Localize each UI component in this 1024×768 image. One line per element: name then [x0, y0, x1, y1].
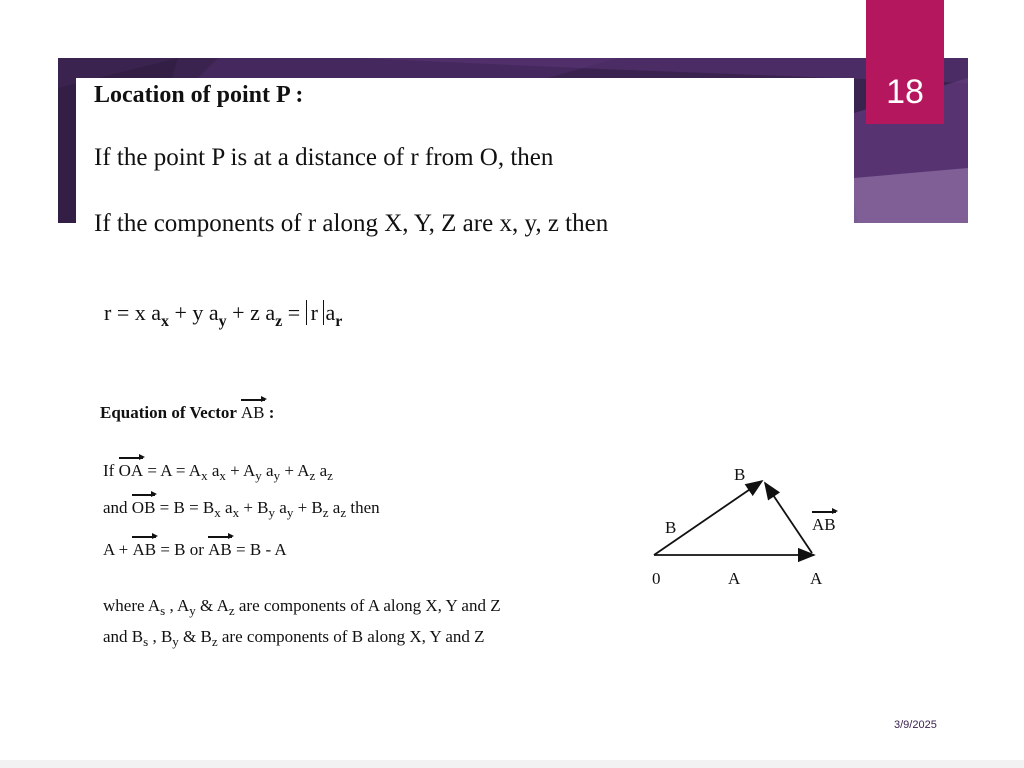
- eq-part: and B: [103, 627, 144, 646]
- slide-number: 18: [886, 73, 924, 111]
- equation-oa: [103, 461, 333, 484]
- vector-ab-arrow: [765, 483, 812, 553]
- eq-part: = B - A: [231, 540, 287, 559]
- eq-part: and: [103, 498, 132, 517]
- eq-part: where A: [103, 596, 161, 615]
- eq-part: a: [325, 300, 336, 325]
- section-title-location: Location of point P :: [94, 82, 304, 108]
- eq-part: , B: [148, 627, 173, 646]
- eq-sub: s: [160, 603, 166, 618]
- eq-part: a: [328, 498, 341, 517]
- eq-part: & B: [178, 627, 212, 646]
- eq-part: a: [275, 498, 287, 517]
- diagram-label-origin: 0: [652, 569, 661, 588]
- eq-sub: z: [211, 634, 218, 649]
- vector-ab-symbol: AB: [812, 515, 836, 534]
- abs-value: [306, 300, 324, 325]
- eq-part: = A = A: [143, 461, 202, 480]
- eq-part: a: [315, 461, 328, 480]
- eq-part: r = x a: [104, 300, 161, 325]
- vector-ab-symbol: AB: [240, 403, 265, 422]
- text-line-distance: If the point P is at a distance of r from O, then: [94, 144, 554, 171]
- eq-part: a: [261, 461, 274, 480]
- equation-position-vector: [104, 300, 342, 331]
- eq-part: If: [103, 461, 119, 480]
- eq-sub: y: [255, 468, 262, 483]
- diagram-label-a-right: A: [810, 569, 823, 588]
- title-part: :: [264, 403, 275, 422]
- eq-part: & A: [195, 596, 229, 615]
- eq-sub: z: [309, 468, 316, 483]
- eq-part: + B: [239, 498, 269, 517]
- equation-ab-relation: [103, 540, 287, 560]
- text-components-b: [103, 627, 485, 650]
- section-title-vector-ab: [100, 403, 274, 423]
- eq-part: + A: [225, 461, 256, 480]
- diagram-label-ab: [812, 515, 836, 535]
- eq-part: + y a: [169, 300, 219, 325]
- eq-sub: s: [143, 634, 149, 649]
- eq-part: a: [207, 461, 220, 480]
- eq-sub: z: [275, 313, 283, 330]
- eq-part: are components of A along X, Y and Z: [234, 596, 501, 615]
- text-components-a: [103, 596, 501, 619]
- eq-sub: y: [189, 603, 196, 618]
- diagram-label-b-top: B: [734, 465, 746, 484]
- eq-sub: y: [268, 505, 276, 520]
- unit-vector: [323, 300, 343, 330]
- eq-part: + z a: [226, 300, 276, 325]
- eq-part: =: [282, 300, 306, 325]
- eq-sub: r: [335, 313, 343, 330]
- vector-ob-symbol: OB: [131, 498, 156, 517]
- eq-sub: x: [232, 505, 240, 520]
- eq-part: + B: [293, 498, 323, 517]
- eq-sub: z: [322, 505, 329, 520]
- eq-part: then: [346, 498, 380, 517]
- text-line-components: If the components of r along X, Y, Z are x, y, z then: [94, 210, 609, 237]
- diagram-label-a-mid: A: [728, 569, 741, 588]
- diagram-label-b-side: B: [665, 518, 677, 537]
- eq-sub: z: [340, 505, 347, 520]
- eq-sub: z: [228, 603, 235, 618]
- eq-part: A +: [103, 540, 133, 559]
- vector-oa-symbol: OA: [118, 461, 144, 480]
- bottom-divider: [0, 760, 1024, 768]
- slide-content: [76, 78, 854, 678]
- eq-sub: x: [219, 468, 226, 483]
- eq-part: = B = B: [155, 498, 215, 517]
- vector-ab-symbol: AB: [208, 540, 232, 559]
- eq-sub: z: [327, 468, 333, 483]
- eq-part: a: [220, 498, 233, 517]
- eq-sub: y: [218, 313, 227, 330]
- eq-part: = B or: [156, 540, 209, 559]
- eq-part: r: [310, 300, 324, 325]
- eq-sub: x: [201, 468, 208, 483]
- eq-part: , A: [165, 596, 190, 615]
- eq-sub: y: [172, 634, 179, 649]
- eq-sub: y: [273, 468, 281, 483]
- equation-ob: [103, 498, 380, 521]
- vector-ab-symbol: AB: [132, 540, 157, 559]
- eq-sub: x: [214, 505, 221, 520]
- slide-date: 3/9/2025: [894, 719, 937, 731]
- eq-sub: x: [161, 313, 169, 330]
- eq-part: are components of B along X, Y and Z: [217, 627, 485, 646]
- title-part: Equation of Vector: [100, 403, 241, 422]
- eq-part: + A: [280, 461, 310, 480]
- slide-number-tab: [866, 0, 944, 124]
- eq-sub: y: [286, 505, 294, 520]
